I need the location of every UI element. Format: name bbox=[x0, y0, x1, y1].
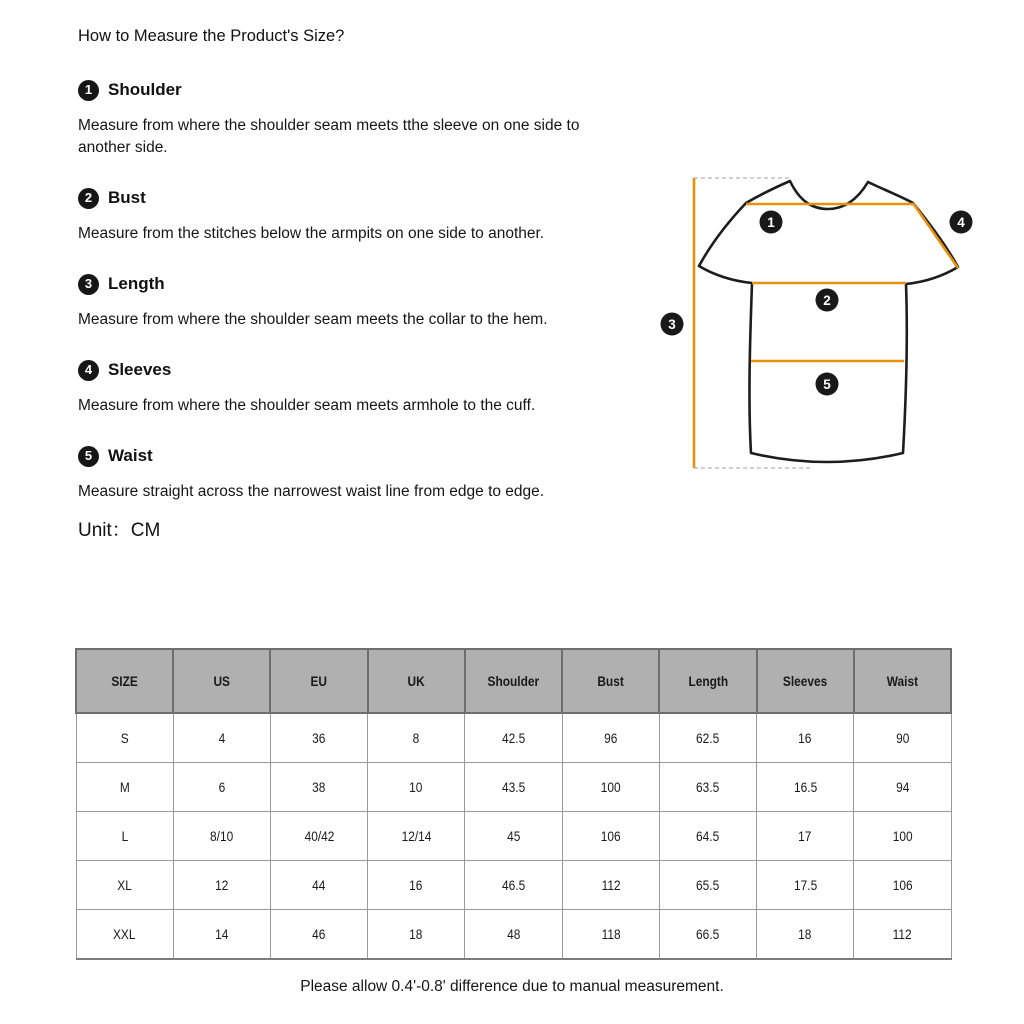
cell bbox=[659, 861, 756, 910]
cell bbox=[465, 713, 562, 763]
cell-value: 100 bbox=[892, 828, 913, 844]
size-table bbox=[75, 648, 952, 960]
cell-value: 66.5 bbox=[696, 926, 720, 942]
measurement-tolerance-note: Please allow 0.4'-0.8' difference due to manual measurement. bbox=[300, 978, 724, 995]
cell bbox=[76, 861, 173, 910]
page-title: How to Measure the Product's Size? bbox=[78, 27, 345, 45]
col-header-uk bbox=[368, 649, 465, 713]
cell bbox=[76, 763, 173, 812]
cell bbox=[465, 812, 562, 861]
cell bbox=[76, 910, 173, 960]
step-5-badge: 5 bbox=[78, 446, 99, 467]
marker-4-number: 4 bbox=[957, 215, 965, 230]
instruction-label: Bust bbox=[108, 188, 146, 207]
cell-value: 17.5 bbox=[793, 877, 817, 893]
cell-value: 94 bbox=[895, 779, 909, 795]
col-header-label: Bust bbox=[597, 673, 624, 689]
col-header-sleeves bbox=[757, 649, 854, 713]
instruction-label: Shoulder bbox=[108, 80, 182, 99]
col-header-label: Waist bbox=[886, 673, 919, 689]
step-1-badge: 1 bbox=[78, 80, 99, 101]
instruction-description: Measure from where the shoulder seam meets the collar to the hem. bbox=[78, 311, 548, 328]
cell bbox=[562, 861, 659, 910]
cell-value: 48 bbox=[506, 926, 521, 942]
cell bbox=[76, 713, 173, 763]
col-header-length bbox=[659, 649, 756, 713]
cell bbox=[757, 861, 854, 910]
cell bbox=[465, 763, 562, 812]
marker-3-number: 3 bbox=[668, 317, 676, 332]
marker-5-number: 5 bbox=[823, 377, 831, 392]
cell-value: M bbox=[119, 779, 130, 795]
instruction-description: Measure from where the shoulder seam meets tthe sleeve on one side to another side. bbox=[78, 117, 580, 156]
size-row-l bbox=[76, 812, 951, 861]
cell-value: 6 bbox=[218, 779, 226, 795]
size-row-s bbox=[76, 713, 951, 763]
cell-value: 17 bbox=[798, 828, 812, 844]
cell-value: 46.5 bbox=[501, 877, 526, 893]
cell bbox=[368, 812, 465, 861]
instruction-section-length bbox=[78, 272, 602, 331]
cell-value: 106 bbox=[600, 828, 621, 844]
cell-value: 64.5 bbox=[696, 828, 720, 844]
cell bbox=[854, 861, 951, 910]
cell bbox=[757, 763, 854, 812]
unit-label: Unit：CM bbox=[78, 520, 161, 541]
cell-value: 16.5 bbox=[793, 779, 817, 795]
cell-value: 112 bbox=[601, 877, 621, 893]
marker-1-number: 1 bbox=[767, 215, 775, 230]
cell bbox=[270, 861, 367, 910]
col-header-bust bbox=[562, 649, 659, 713]
cell-value: 8/10 bbox=[210, 828, 234, 844]
cell bbox=[659, 713, 756, 763]
cell-value: 112 bbox=[892, 926, 912, 942]
cell-value: XL bbox=[117, 877, 132, 893]
cell bbox=[368, 713, 465, 763]
step-2-badge: 2 bbox=[78, 188, 99, 209]
cell bbox=[368, 763, 465, 812]
cell bbox=[173, 910, 270, 960]
marker-2-number: 2 bbox=[823, 293, 831, 308]
instruction-label: Waist bbox=[108, 446, 153, 465]
cell bbox=[854, 910, 951, 960]
instruction-description: Measure from the stitches below the armpits on one side to another. bbox=[78, 225, 545, 242]
tshirt-measure-diagram bbox=[640, 150, 1024, 490]
col-header-label: Shoulder bbox=[487, 673, 540, 689]
cell bbox=[173, 812, 270, 861]
cell-value: 16 bbox=[798, 730, 812, 746]
cell-value: 45 bbox=[506, 828, 521, 844]
col-header-size bbox=[76, 649, 173, 713]
measure-instructions-panel bbox=[78, 24, 602, 543]
cell-value: 18 bbox=[409, 926, 423, 942]
cell bbox=[757, 910, 854, 960]
cell-value: 18 bbox=[798, 926, 812, 942]
instruction-heading bbox=[78, 358, 602, 382]
cell bbox=[270, 713, 367, 763]
cell-value: 44 bbox=[312, 877, 326, 893]
cell bbox=[757, 713, 854, 763]
instruction-heading bbox=[78, 186, 602, 210]
col-header-label: UK bbox=[407, 673, 425, 689]
cell-value: XXL bbox=[113, 926, 136, 942]
size-row-xl bbox=[76, 861, 951, 910]
instruction-heading bbox=[78, 78, 602, 102]
cell bbox=[659, 812, 756, 861]
cell-value: 43.5 bbox=[501, 779, 526, 795]
cell-value: 10 bbox=[409, 779, 423, 795]
cell bbox=[465, 861, 562, 910]
col-header-waist bbox=[854, 649, 951, 713]
cell-value: 96 bbox=[604, 730, 618, 746]
cell-value: 8 bbox=[412, 730, 420, 746]
size-table-header-row bbox=[76, 649, 951, 713]
cell bbox=[854, 812, 951, 861]
cell-value: L bbox=[121, 828, 128, 844]
cell-value: 100 bbox=[600, 779, 621, 795]
cell bbox=[854, 713, 951, 763]
col-header-label: SIZE bbox=[111, 673, 138, 689]
cell-value: 38 bbox=[312, 779, 326, 795]
cell bbox=[854, 763, 951, 812]
cell bbox=[270, 812, 367, 861]
step-3-badge: 3 bbox=[78, 274, 99, 295]
size-row-xxl bbox=[76, 910, 951, 960]
instruction-label: Sleeves bbox=[108, 360, 172, 379]
tshirt-outline bbox=[699, 181, 958, 462]
col-header-eu bbox=[270, 649, 367, 713]
cell bbox=[562, 713, 659, 763]
cell bbox=[562, 763, 659, 812]
instruction-heading bbox=[78, 444, 602, 468]
cell-value: 16 bbox=[409, 877, 423, 893]
cell-value: 12/14 bbox=[401, 828, 432, 844]
cell bbox=[757, 812, 854, 861]
instruction-section-bust bbox=[78, 186, 602, 245]
col-header-label: Length bbox=[688, 673, 728, 689]
cell bbox=[270, 763, 367, 812]
instruction-section-shoulder bbox=[78, 78, 602, 159]
cell-value: S bbox=[120, 730, 129, 746]
cell-value: 40/42 bbox=[304, 828, 334, 844]
col-header-us bbox=[173, 649, 270, 713]
step-4-badge: 4 bbox=[78, 360, 99, 381]
cell bbox=[173, 713, 270, 763]
size-row-m bbox=[76, 763, 951, 812]
instruction-heading bbox=[78, 272, 602, 296]
cell bbox=[562, 910, 659, 960]
cell bbox=[368, 910, 465, 960]
cell bbox=[465, 910, 562, 960]
cell-value: 106 bbox=[892, 877, 913, 893]
instruction-description: Measure from where the shoulder seam meets armhole to the cuff. bbox=[78, 397, 536, 414]
col-header-label: US bbox=[213, 673, 231, 689]
cell-value: 36 bbox=[312, 730, 326, 746]
cell bbox=[76, 812, 173, 861]
cell-value: 118 bbox=[601, 926, 621, 942]
instruction-description: Measure straight across the narrowest waist line from edge to edge. bbox=[78, 483, 545, 500]
cell-value: 46 bbox=[312, 926, 326, 942]
cell-value: 12 bbox=[215, 877, 229, 893]
instruction-label: Length bbox=[108, 274, 165, 293]
size-table-container bbox=[75, 648, 952, 960]
cell bbox=[173, 861, 270, 910]
instruction-section-waist bbox=[78, 444, 602, 503]
cell-value: 14 bbox=[215, 926, 229, 942]
cell bbox=[368, 861, 465, 910]
instruction-section-sleeves bbox=[78, 358, 602, 417]
cell bbox=[659, 910, 756, 960]
cell-value: 90 bbox=[895, 730, 909, 746]
col-header-shoulder bbox=[465, 649, 562, 713]
col-header-label: Sleeves bbox=[782, 673, 828, 689]
cell bbox=[173, 763, 270, 812]
cell bbox=[562, 812, 659, 861]
col-header-label: EU bbox=[310, 673, 328, 689]
cell-value: 42.5 bbox=[501, 730, 526, 746]
cell bbox=[659, 763, 756, 812]
cell-value: 4 bbox=[218, 730, 226, 746]
cell-value: 62.5 bbox=[696, 730, 720, 746]
cell bbox=[270, 910, 367, 960]
cell-value: 65.5 bbox=[696, 877, 720, 893]
cell-value: 63.5 bbox=[696, 779, 720, 795]
